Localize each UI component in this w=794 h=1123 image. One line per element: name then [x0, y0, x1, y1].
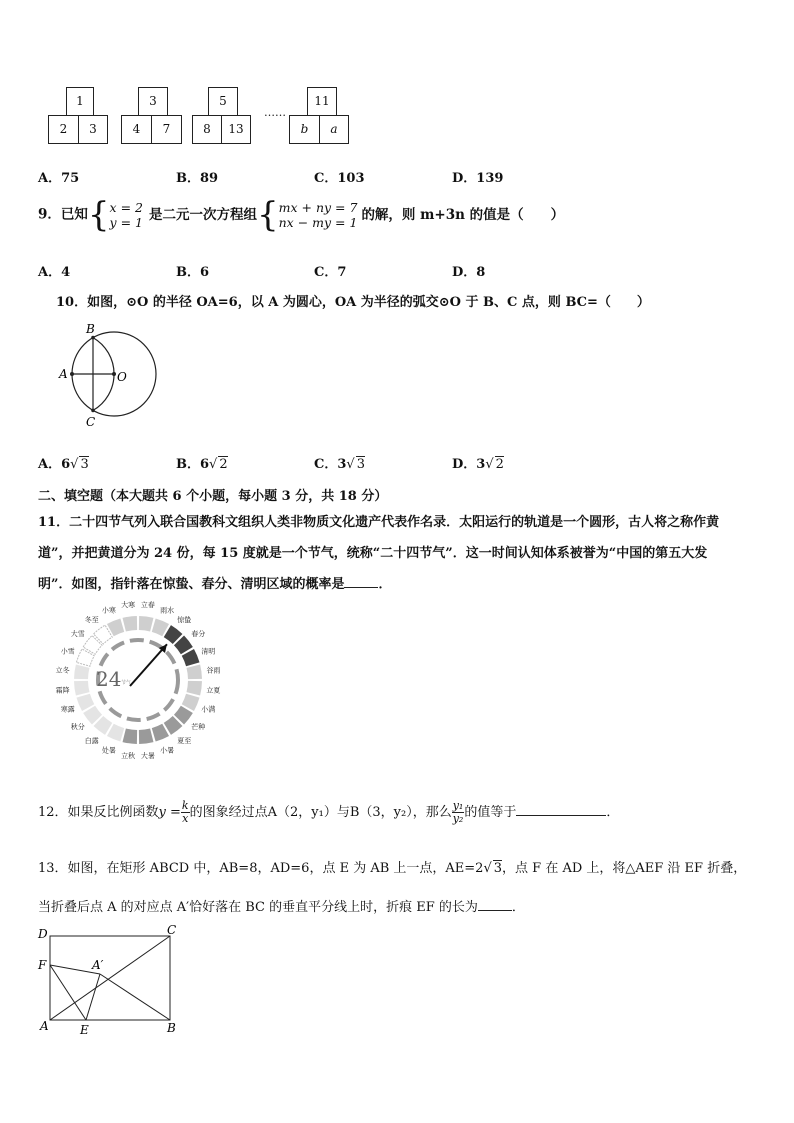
sqrt-sign-icon: √ [485, 457, 494, 472]
sqrt-sign-icon: √ [483, 861, 492, 876]
box-top: 1 [66, 87, 94, 116]
dial-term-label: 雨水 [160, 606, 175, 615]
dial-term-label: 大雪 [70, 630, 85, 639]
label-c: C [86, 415, 96, 429]
dial-segment [123, 616, 138, 631]
dial-term-label: 立秋 [121, 751, 136, 760]
dial-unit: 节气 [121, 680, 132, 686]
q11-answer-blank[interactable] [344, 575, 378, 588]
label-c: C [167, 923, 177, 937]
q12-ratio-num: y₁ [452, 799, 464, 812]
dial-segment [123, 729, 138, 744]
label-o: O [117, 370, 127, 384]
q10-circle-figure [50, 318, 162, 430]
dial-pointer [130, 644, 167, 686]
dial-term-label: 立春 [140, 601, 155, 610]
q13-line-2 [38, 896, 525, 915]
box-left: 2 [48, 115, 79, 144]
dial-term-label: 大寒 [121, 601, 136, 610]
q9-sys2-line2: nx − my = 1 [278, 215, 358, 230]
q9-option-d[interactable]: D．8 [452, 265, 486, 280]
label-d: D [38, 927, 48, 941]
dial-term-label: 春分 [191, 630, 206, 639]
q9-system-1 [110, 200, 143, 230]
q9-option-c[interactable]: C．7 [314, 265, 347, 280]
segment-ea1 [86, 974, 100, 1020]
dial-segment [74, 681, 89, 696]
q13-line-2-end: ． [511, 900, 525, 915]
q12-suffix: 的值等于 [464, 805, 517, 820]
q12-point-a: A（2，y₁）与 [267, 805, 350, 820]
q10-question: 10．如图，⊙O 的半径 OA=6，以 A 为圆心，OA 为半径的弧交⊙O 于 B、C 点，则 BC=（ ） [56, 295, 650, 310]
q12-ratio-den: y₂ [452, 812, 464, 825]
label-a-prime: A′ [92, 958, 104, 972]
q9-option-a[interactable]: A．4 [38, 265, 71, 280]
box-right: a [319, 115, 349, 144]
dial-term-label: 谷雨 [206, 666, 221, 675]
dial-term-label: 小满 [201, 705, 216, 714]
label-a: A [40, 1019, 49, 1033]
q9-middle: 是二元一次方程组 [148, 206, 257, 223]
dial-term-label: 立夏 [206, 686, 221, 695]
dial-term-label: 处暑 [101, 746, 116, 755]
dial-term-label: 霜降 [55, 686, 70, 695]
q10-option-a[interactable] [38, 453, 89, 472]
q12-point-b: B（3，y₂），那么 [349, 805, 452, 820]
dial-term-label: 冬至 [84, 616, 99, 625]
label-f: F [38, 958, 47, 972]
q10-option-d-rad: 2 [495, 457, 504, 472]
dial-term-label: 小雪 [60, 647, 75, 656]
q12-answer-blank[interactable] [516, 803, 606, 816]
point-c [91, 409, 95, 413]
dial-term-label: 清明 [201, 647, 216, 656]
q13-line-1a: 13．如图，在矩形 ABCD 中，AB=8，AD=6，点 E 为 AB 上一点，AE=2 [38, 861, 484, 876]
q8-option-b[interactable]: B．89 [176, 171, 219, 186]
q10-option-c-rad: 3 [356, 457, 365, 472]
q8-option-a[interactable]: A．75 [38, 171, 80, 186]
point-b [91, 336, 95, 340]
label-e: E [80, 1023, 89, 1037]
q13-line-1 [38, 857, 746, 876]
q9-question [38, 195, 565, 235]
q12-func-den: x [182, 812, 189, 825]
dial-segment [139, 616, 154, 631]
dial-segment [187, 681, 202, 696]
box-right: 13 [221, 115, 251, 144]
q12-question [38, 800, 619, 825]
q10-option-d[interactable] [452, 453, 504, 472]
sqrt-sign-icon: √ [346, 457, 355, 472]
q9-suffix: 的解，则 m+3n 的值是（ ） [361, 206, 565, 223]
q13-line-1b: ，点 F 在 AD 上，将△AEF 沿 EF 折叠， [502, 861, 747, 876]
dial-term-label: 惊蛰 [177, 616, 192, 625]
q12-func-y: y = [158, 805, 181, 820]
crease-ef [50, 965, 86, 1020]
q10-option-b-rad: 2 [219, 457, 228, 472]
dial-term-label: 小暑 [160, 746, 175, 755]
q11-line-3 [38, 573, 392, 592]
q13-rectangle-figure [34, 922, 184, 1038]
point-a [70, 372, 74, 376]
box-top: 5 [208, 87, 238, 116]
dial-term-label: 秋分 [70, 722, 85, 731]
q10-option-a-prefix: A．6 [38, 457, 71, 472]
dial-number: 24 [96, 667, 122, 691]
dial-term-label: 立冬 [55, 666, 70, 675]
q12-prefix: 12．如果反比例函数 [38, 805, 159, 820]
sqrt-sign-icon: √ [209, 457, 218, 472]
q10-option-c-prefix: C．3 [314, 457, 347, 472]
solar-terms-dial [36, 598, 236, 763]
q13-answer-blank[interactable] [478, 898, 512, 911]
q12-func-num: k [181, 799, 189, 812]
label-b: B [86, 322, 95, 336]
q9-prefix: 9．已知 [38, 206, 88, 223]
box-left: b [289, 115, 320, 144]
q8-ellipsis: …… [264, 106, 286, 119]
q9-sys2-line1: mx + ny = 7 [278, 200, 358, 215]
box-left: 8 [192, 115, 222, 144]
dial-term-label: 大暑 [140, 751, 155, 760]
q10-option-b-prefix: B．6 [176, 457, 210, 472]
q12-end: ． [606, 805, 620, 820]
dial-segment [74, 665, 89, 680]
q9-sys1-line2: y = 1 [109, 215, 143, 230]
q12-func-fraction [181, 800, 190, 825]
box-left: 4 [121, 115, 152, 144]
q10-option-b[interactable] [176, 453, 228, 472]
q12-ratio-fraction [452, 800, 465, 825]
label-b: B [167, 1021, 176, 1035]
dial-term-label: 寒露 [60, 705, 75, 714]
q13-line-2-text: 当折叠后点 A 的对应点 A′恰好落在 BC 的垂直平分线上时，折痕 EF 的长为 [38, 900, 478, 915]
q9-system-2 [279, 200, 358, 230]
dial-segment [187, 665, 202, 680]
dial-term-label: 小寒 [101, 606, 116, 615]
q11-line-2: 道”，并把黄道分为 24 份，每 15 度就是一个节气，统称“二十四节气”．这一时间认知体系被誉为“中国的第五大发 [38, 546, 708, 561]
dial-segment [139, 729, 154, 744]
q13-line-1-rad: 3 [493, 861, 503, 876]
q11-line-1: 11．二十四节气列入联合国教科文组织人类非物质文化遗产代表作名录．太阳运行的轨道是一个圆形，古人将之称作黄 [38, 515, 720, 530]
dial-term-label: 夏至 [177, 736, 192, 745]
q10-option-c[interactable] [314, 453, 365, 472]
diagonal-ac [50, 936, 170, 1020]
box-right: 3 [78, 115, 108, 144]
q8-option-c[interactable]: C．103 [314, 171, 365, 186]
q10-option-d-prefix: D．3 [452, 457, 486, 472]
dial-term-label: 白露 [84, 736, 99, 745]
q12-mid: 的图象经过点 [189, 805, 268, 820]
q10-option-a-rad: 3 [80, 457, 89, 472]
segment-a1b [100, 974, 170, 1020]
q9-sys1-line1: x = 2 [109, 200, 143, 215]
sqrt-sign-icon: √ [70, 457, 79, 472]
section-title: 二、填空题（本大题共 6 个小题，每小题 3 分，共 18 分） [38, 489, 388, 504]
box-top: 3 [138, 87, 168, 116]
q11-line-3-end: ． [378, 577, 392, 592]
q11-line-3-text: 明”．如图，指针落在惊蛰、春分、清明区域的概率是 [38, 577, 345, 592]
box-right: 7 [151, 115, 182, 144]
q9-brace-1: { [87, 195, 110, 235]
q8-option-d[interactable]: D．139 [452, 171, 504, 186]
q9-brace-2: { [256, 195, 279, 235]
box-top: 11 [307, 87, 337, 116]
point-o [112, 372, 116, 376]
q9-option-b[interactable]: B．6 [176, 265, 210, 280]
dial-term-label: 芒种 [191, 722, 206, 731]
label-a: A [59, 367, 68, 381]
